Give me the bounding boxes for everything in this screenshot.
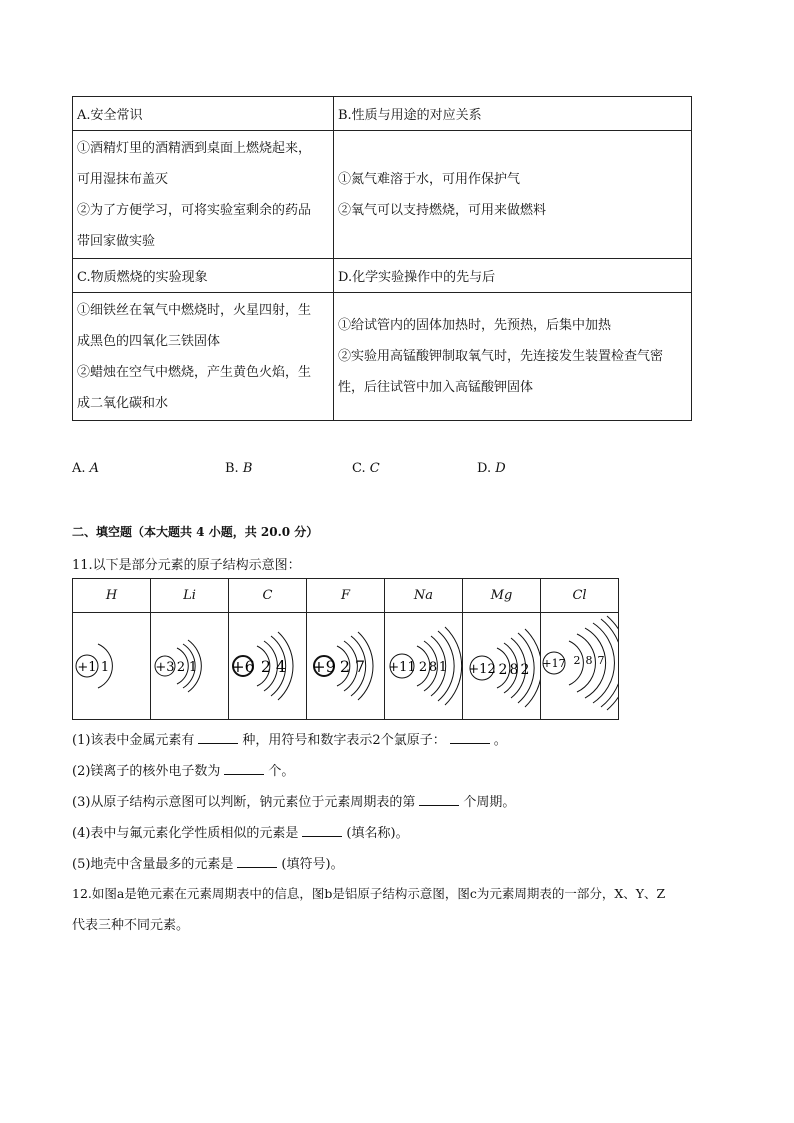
- nucleus-charge: +12: [468, 662, 496, 677]
- shell-electrons: 7: [354, 657, 366, 676]
- atom-diagram-cell: [463, 613, 541, 720]
- shell-electrons: 2: [520, 662, 530, 678]
- element-symbol: F: [307, 579, 385, 613]
- choice-label: A.: [72, 461, 86, 476]
- element-symbol: C: [229, 579, 307, 613]
- element-symbol: Na: [385, 579, 463, 613]
- atom-diagram-f: [307, 613, 384, 719]
- q11-sub2-text: 个。: [268, 764, 295, 779]
- shell-electrons: 8: [509, 662, 519, 678]
- q12-line1: 12.如图a是铯元素在元素周期表中的信息，图b是铝原子结构示意图，图c为元素周期表的一部分，X、Y、Z: [72, 886, 666, 901]
- choice-d[interactable]: [477, 461, 506, 476]
- answer-blank[interactable]: [450, 731, 490, 744]
- q11-sub3-text: (3)从原子结构示意图可以判断，钠元素位于元素周期表的第: [72, 795, 416, 810]
- element-symbol: H: [73, 579, 151, 613]
- atom-diagram-cell: [229, 613, 307, 720]
- symbol-row: [73, 579, 619, 613]
- answer-blank[interactable]: [237, 855, 277, 868]
- nucleus-charge: +1: [77, 660, 97, 675]
- shell-electrons: 2: [573, 654, 581, 667]
- shell-electrons: 2: [498, 662, 508, 678]
- element-symbol: Mg: [463, 579, 541, 613]
- option-d-line: ①给试管内的固体加热时，先预热，后集中加热: [338, 318, 612, 333]
- q11-sub5: [72, 853, 344, 872]
- shell-electrons: 2: [339, 657, 351, 676]
- q12-line2: 代表三种不同元素。: [72, 918, 190, 933]
- atom-diagram-cell: [307, 613, 385, 720]
- option-c-line: 成二氧化碳和水: [77, 395, 169, 411]
- answer-blank[interactable]: [224, 762, 264, 775]
- options-table: [72, 96, 692, 421]
- q11-sub3-text: 个周期。: [463, 795, 516, 810]
- option-c-line: ①细铁丝在氧气中燃烧时，火星四射，生: [77, 302, 312, 318]
- option-d-header: D.化学实验操作中的先与后: [334, 259, 692, 293]
- option-d-line: ②实验用高锰酸钾制取氧气时，先连接发生装置检查气密: [338, 349, 664, 364]
- q11-sub2: [72, 760, 294, 779]
- q11-sub4: [72, 822, 409, 841]
- option-b-line: ②氧气可以支持燃烧，可用来做燃料: [338, 202, 547, 218]
- q11-sub2-text: (2)镁离子的核外电子数为: [72, 764, 221, 779]
- nucleus-charge: +3: [155, 660, 175, 675]
- nucleus-charge: +6: [231, 657, 255, 676]
- shell-electrons: 7: [597, 654, 605, 667]
- q11-sub4-text: (4)表中与氟元素化学性质相似的元素是: [72, 826, 299, 841]
- option-d-line: 性，后往试管中加入高锰酸钾固体: [338, 380, 534, 395]
- option-c-header: C.物质燃烧的实验现象: [73, 259, 334, 293]
- nucleus-charge: +17: [542, 657, 566, 670]
- choice-label: D.: [477, 461, 492, 476]
- option-b-header: B.性质与用途的对应关系: [334, 97, 692, 131]
- choice-a[interactable]: [72, 461, 99, 476]
- option-c-line: 成黑色的四氧化三铁固体: [77, 333, 221, 349]
- section-title: 二、填空题（本大题共 4 小题，共 20.0 分）: [72, 525, 319, 539]
- option-c-body: [73, 293, 334, 421]
- atom-diagram-mg: [463, 613, 540, 719]
- nucleus-charge: +11: [388, 660, 416, 675]
- atom-diagram-h: [73, 613, 150, 719]
- atom-structure-table: [72, 578, 619, 720]
- element-symbol: Cl: [541, 579, 619, 613]
- choice-value: C: [369, 461, 380, 476]
- option-d-body: [334, 293, 692, 421]
- atom-diagram-cell: [73, 613, 151, 720]
- atom-diagram-cl: [541, 613, 618, 719]
- shell-electrons: 2: [418, 660, 428, 675]
- nucleus-charge: +9: [312, 657, 336, 676]
- atom-diagram-na: [385, 613, 462, 719]
- answer-blank[interactable]: [302, 824, 342, 837]
- q11-stem: 11.以下是部分元素的原子结构示意图：: [72, 558, 301, 573]
- diagram-row: [73, 613, 619, 720]
- option-b-line: ①氮气难溶于水，可用作保护气: [338, 171, 521, 187]
- choice-value: A: [89, 461, 100, 476]
- atom-diagram-cell: [541, 613, 619, 720]
- answer-blank[interactable]: [198, 731, 238, 744]
- shell-electrons: 1: [438, 660, 448, 675]
- electron-shell-arc: [445, 627, 462, 705]
- q11-sub3: [72, 791, 515, 810]
- q11-sub5-text: (5)地壳中含量最多的元素是: [72, 857, 234, 872]
- electron-shell-arc: [607, 616, 618, 710]
- element-symbol: Li: [151, 579, 229, 613]
- option-a-line: 带回家做实验: [77, 233, 156, 249]
- q11-sub1-text: (1)该表中金属元素有: [72, 733, 195, 748]
- atom-diagram-cell: [151, 613, 229, 720]
- option-a-line: ②为了方便学习，可将实验室剩余的药品: [77, 202, 312, 218]
- atom-diagram-c: [229, 613, 306, 719]
- choice-value: B: [242, 461, 253, 476]
- q11-sub5-text: (填符号)。: [281, 857, 344, 872]
- shell-electrons: 4: [275, 657, 287, 676]
- choice-label: C.: [352, 461, 366, 476]
- shell-electrons: 8: [585, 654, 593, 667]
- shell-electrons: 2: [176, 660, 186, 675]
- choice-c[interactable]: [352, 461, 380, 476]
- shell-electrons: 1: [188, 660, 198, 675]
- option-b-body: [334, 131, 692, 259]
- option-a-header: A.安全常识: [73, 97, 334, 131]
- choice-b[interactable]: [225, 461, 252, 476]
- q11-sub1-text: 。: [493, 733, 507, 748]
- q11-sub4-text: (填名称)。: [346, 826, 409, 841]
- shell-electrons: 2: [260, 657, 272, 676]
- answer-blank[interactable]: [419, 793, 459, 806]
- choice-label: B.: [225, 461, 239, 476]
- option-c-line: ②蜡烛在空气中燃烧，产生黄色火焰，生: [77, 364, 312, 380]
- q11-sub1: [72, 729, 507, 748]
- atom-diagram-cell: [385, 613, 463, 720]
- atom-diagram-li: [151, 613, 228, 719]
- option-a-line: 可用湿抹布盖灭: [77, 171, 169, 187]
- choice-value: D: [495, 461, 506, 476]
- shell-electrons: 8: [428, 660, 438, 675]
- option-a-line: ①酒精灯里的酒精洒到桌面上燃烧起来，: [77, 140, 312, 156]
- q11-sub1-text: 种，用符号和数字表示2个氯原子：: [242, 733, 446, 748]
- shell-electrons: 1: [100, 660, 110, 675]
- option-a-body: [73, 131, 334, 259]
